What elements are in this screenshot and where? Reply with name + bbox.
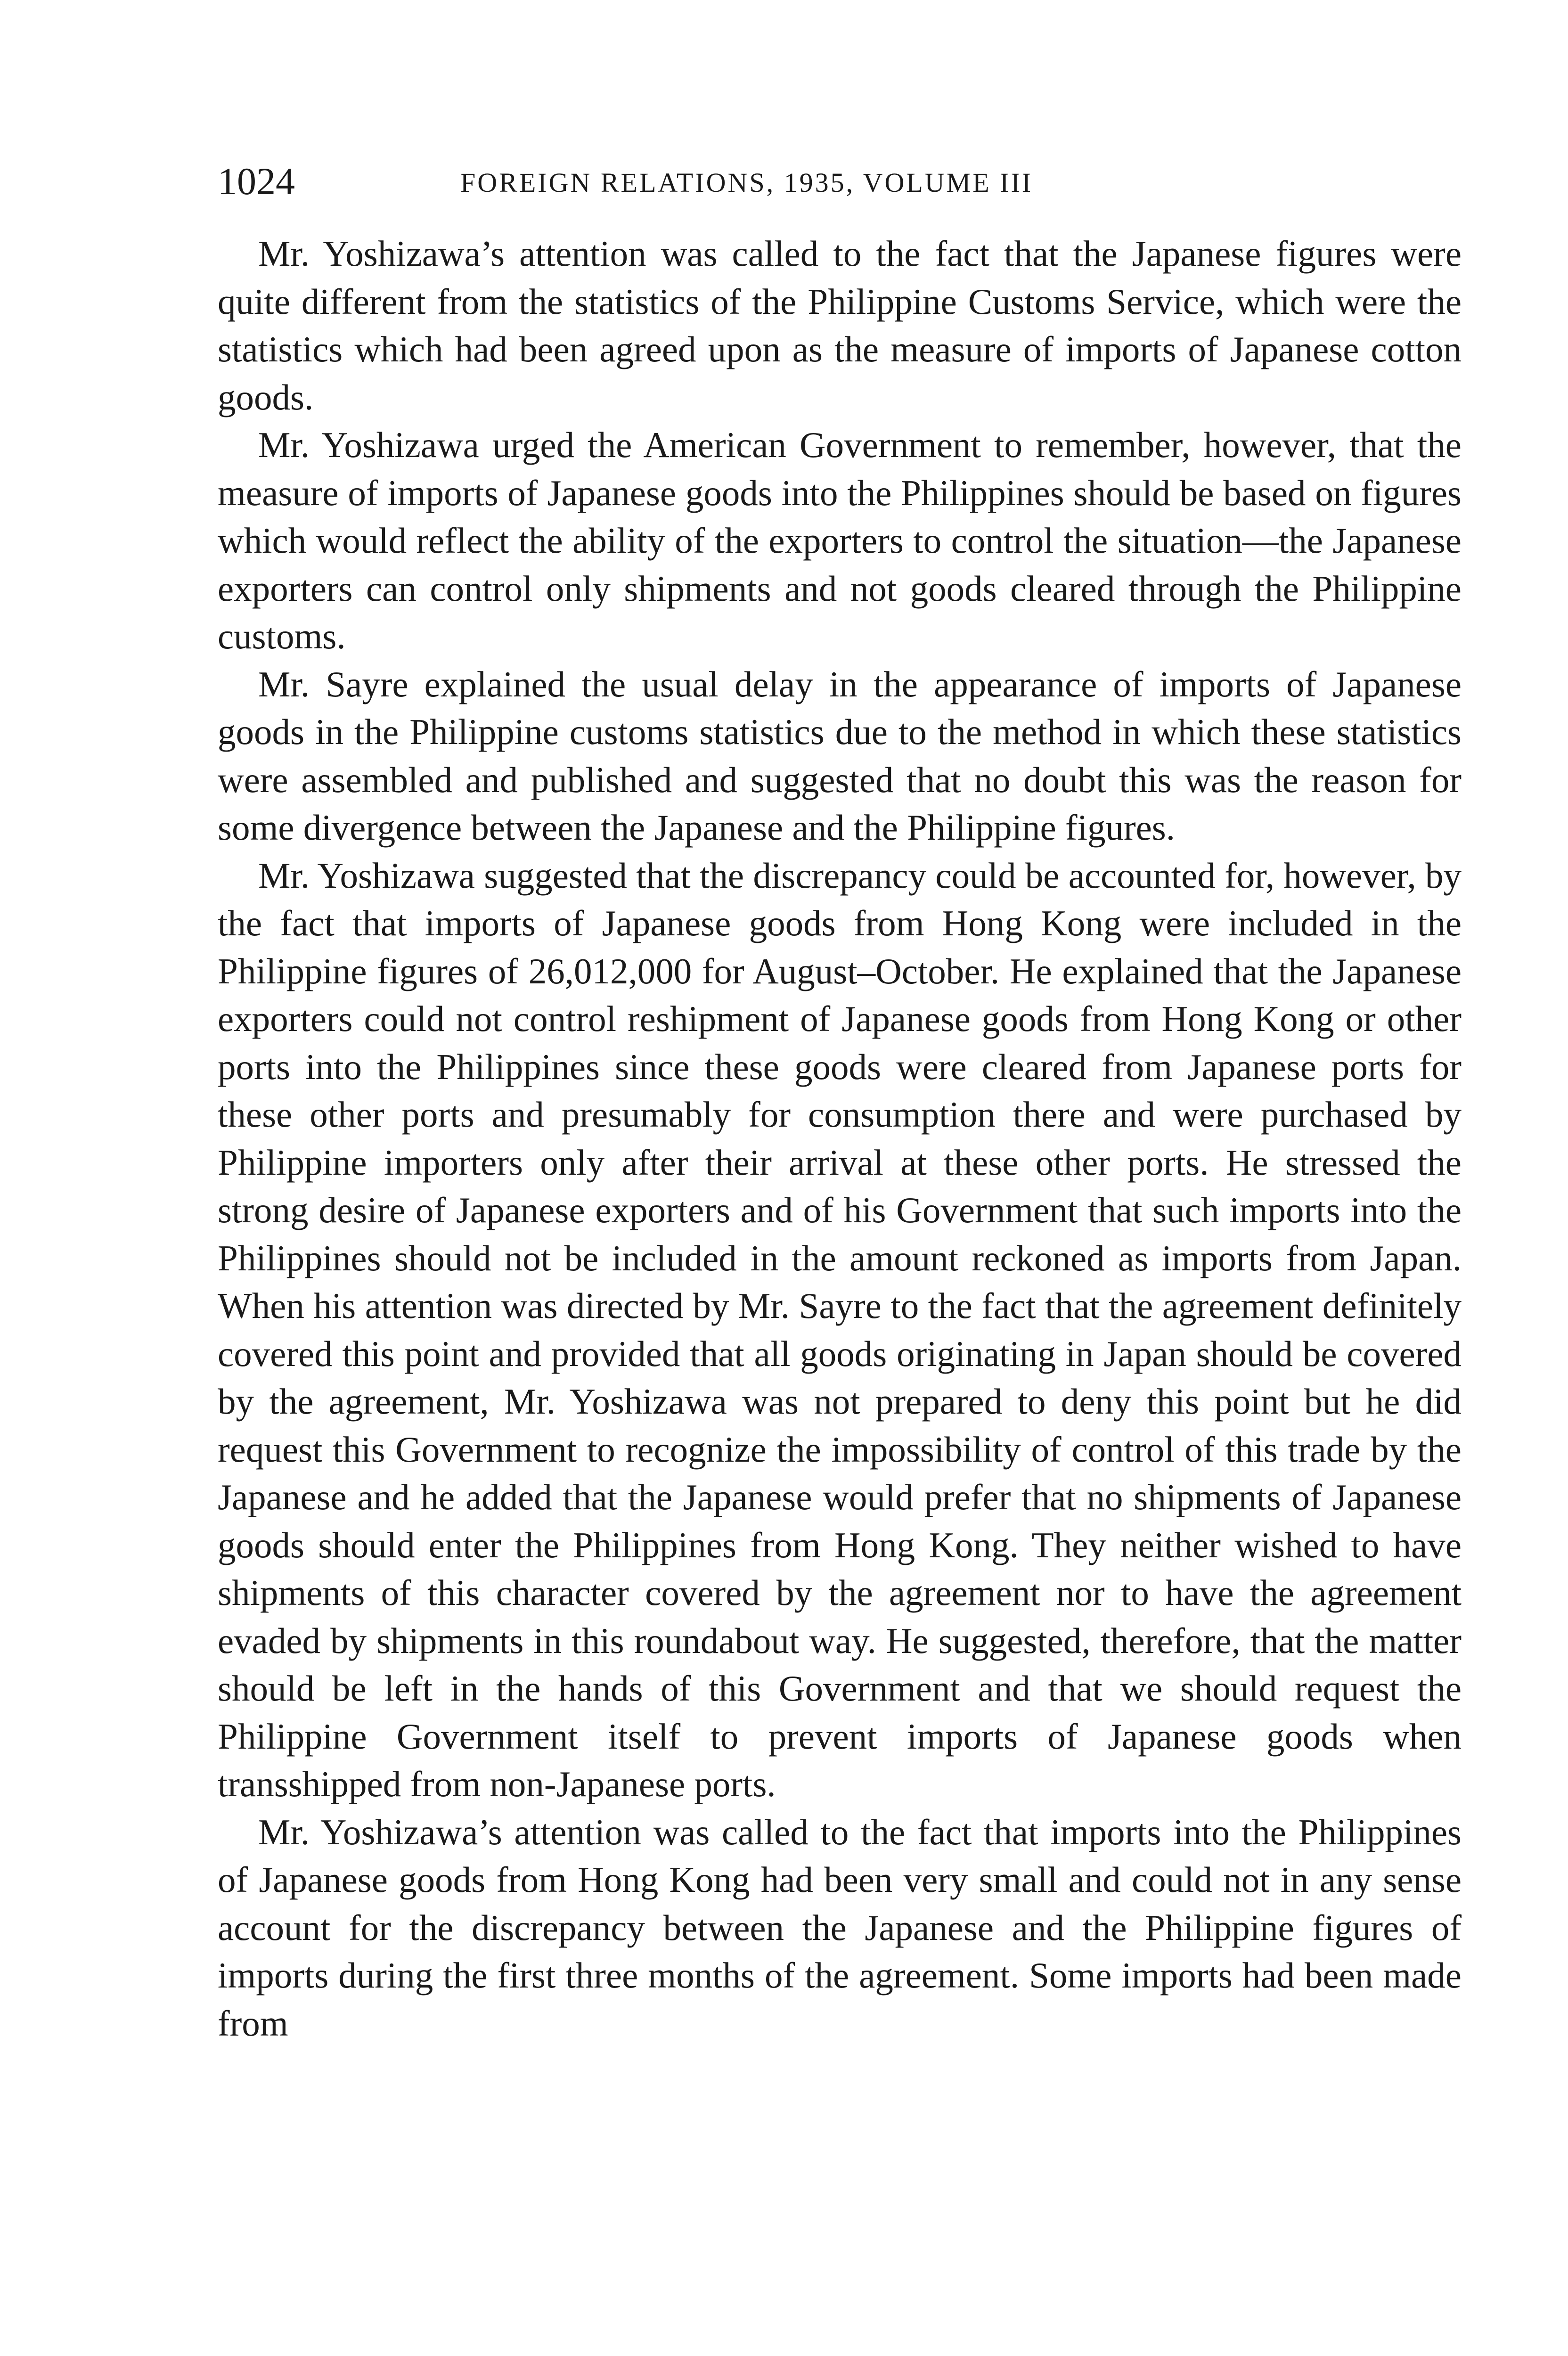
paragraph: Mr. Yoshizawa’s attention was called to the fact that imports into the Philippines of Japanese goods from Hong Kong had been very small and could not in any sense account for the discrepancy between the Japanese and the Philippine figures of imports during the first three months of the agreement. Some imports had been made from: [218, 1811, 1462, 2044]
running-title: FOREIGN RELATIONS, 1935, VOLUME III: [460, 167, 1033, 198]
body-text: [218, 230, 1462, 2047]
paragraph: Mr. Yoshizawa urged the American Government to remember, however, that the measure of imports of Japanese goods into the Philippines should be based on figures which would reflect the ability of the exporters to control the situation—the Japanese exporters can control only shipments and not goods cleared through the Philippine customs.: [218, 425, 1462, 656]
paragraph: Mr. Yoshizawa suggested that the discrepancy could be accounted for, however, by the fact that imports of Japanese goods from Hong Kong were included in the Philippine figures of 26,012,000 for August–October. He explained that the Japanese exporters could not control reshipment of Japanese goods from Hong Kong or other ports into the Philippines since these goods were cleared from Japanese ports for these other ports and presumably for consumption there and were purchased by Philippine importers only after their arrival at these other ports. He stressed the strong desire of Japanese exporters and of his Government that such imports into the Philippines should not be included in the amount reckoned as imports from Japan. When his attention was directed by Mr. Sayre to the fact that the agreement definitely covered this point and provided that all goods originating in Japan should be covered by the agreement, Mr. Yoshizawa was not prepared to deny this point but he did request this Government to recognize the impossibility of control of this trade by the Japanese and he added that the Japanese would prefer that no shipments of Japanese goods should enter the Philippines from Hong Kong. They neither wished to have shipments of this character covered by the agreement nor to have the agreement evaded by shipments in this roundabout way. He suggested, therefore, that the matter should be left in the hands of this Government and that we should request the Philippine Government itself to prevent imports of Japanese goods when transshipped from non-Japanese ports.: [218, 855, 1462, 1804]
document-page: [218, 155, 1462, 2047]
page-number: 1024: [218, 160, 295, 203]
running-header: [218, 155, 1462, 207]
paragraph: Mr. Sayre explained the usual delay in the appearance of imports of Japanese goods in the Philippine customs statistics due to the method in which these statistics were assembled and published and suggested that no doubt this was the reason for some divergence between the Japanese and the Philippine figures.: [218, 663, 1462, 848]
paragraph: Mr. Yoshizawa’s attention was called to the fact that the Japanese figures were quite different from the statistics of the Philippine Customs Service, which were the statistics which had been agreed upon as the measure of imports of Japanese cotton goods.: [218, 233, 1462, 417]
